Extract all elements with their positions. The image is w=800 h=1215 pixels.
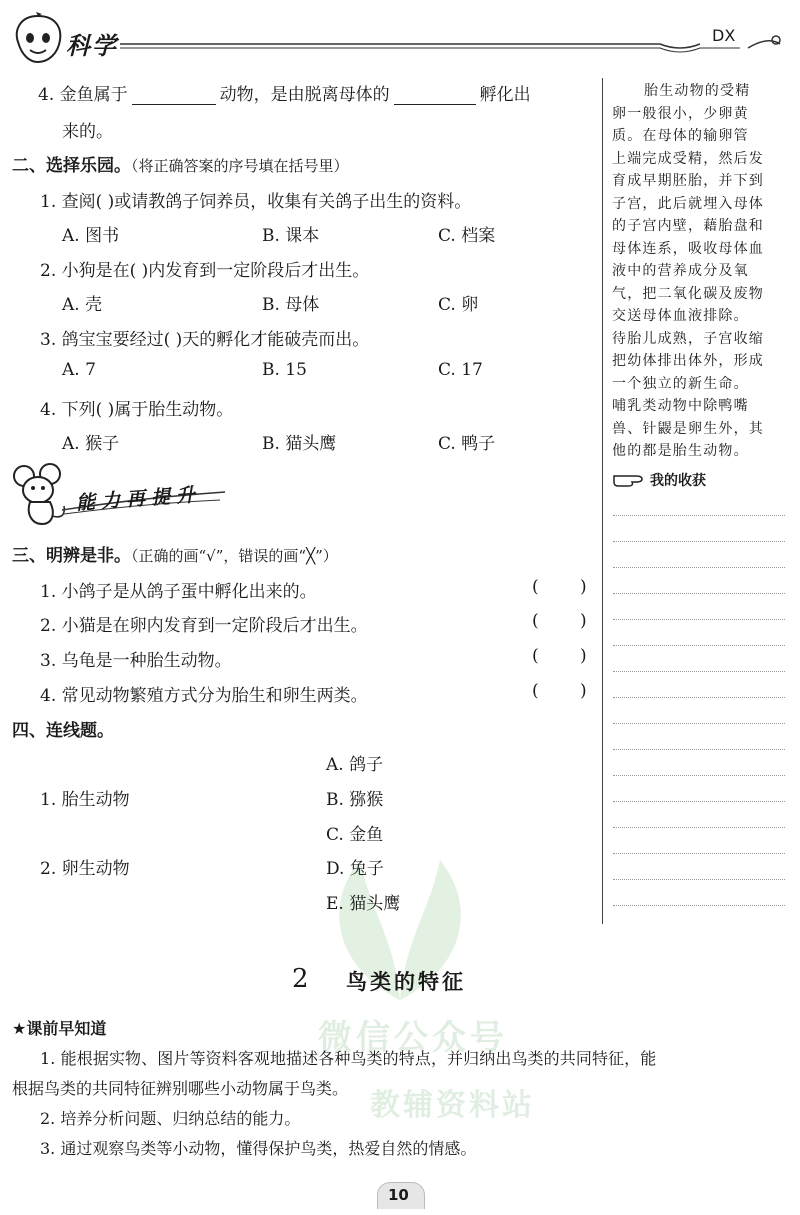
answer-paren-open[interactable]: ( <box>532 646 539 666</box>
answer-paren-close[interactable]: ) <box>580 611 587 631</box>
match-left-item[interactable]: 2. 卵生动物 <box>40 859 130 879</box>
q1-item4-continued: 来的。 <box>62 122 113 142</box>
q1-item4-line <box>38 80 531 105</box>
sidebar-line: 液中的营养成分及氧 <box>612 263 749 279</box>
section2-note: （将正确答案的序号填在括号里） <box>131 157 349 175</box>
choice-question-4: 4. 下列( )属于胎生动物。 <box>40 400 234 420</box>
sidebar-line: 胎生动物的受精 <box>644 83 751 99</box>
choice-option[interactable]: C. 鸭子 <box>438 434 496 454</box>
sidebar-line: 母体连系，吸收母体血 <box>612 240 764 257</box>
lesson-section-title: ★课前早知道 <box>12 1019 107 1038</box>
choice-option[interactable]: A. 7 <box>62 360 96 380</box>
choice-option[interactable]: A. 猴子 <box>62 434 120 454</box>
judge-item-4: 4. 常见动物繁殖方式分为胎生和卵生两类。 <box>40 686 368 706</box>
choice-option[interactable]: C. 卵 <box>438 295 479 315</box>
match-right-item[interactable]: B. 猕猴 <box>326 790 384 810</box>
answer-blank-2[interactable] <box>394 86 476 105</box>
judge-item-1: 1. 小鸽子是从鸽子蛋中孵化出来的。 <box>40 582 317 602</box>
mascot-icon <box>8 12 68 66</box>
choice-question-1: 1. 查阅( )或请教鸽子饲养员，收集有关鸽子出生的资料。 <box>40 192 472 212</box>
judge-item-2: 2. 小猫是在卵内发育到一定阶段后才出生。 <box>40 616 368 636</box>
q1-item4-part2: 动物，是由脱离母体的 <box>219 85 390 105</box>
answer-paren-close[interactable]: ) <box>580 681 587 701</box>
sidebar-line: 气，把二氧化碳及废物 <box>612 285 764 302</box>
header-rule <box>120 30 790 60</box>
sidebar-line: 他的都是胎生动物。 <box>612 443 749 459</box>
sidebar-line: 交送母体血液排除。 <box>612 308 749 324</box>
choice-question-3: 3. 鸽宝宝要经过( )天的孵化才能破壳而出。 <box>40 330 370 350</box>
sidebar-line: 兽、针鼹是卵生外，其 <box>612 420 764 437</box>
header-code: DX <box>712 26 736 45</box>
lesson-title: 鸟类的特征 <box>346 970 466 994</box>
match-right-item[interactable]: D. 兔子 <box>326 859 384 879</box>
sidebar-line: 一个独立的新生命。 <box>612 375 749 392</box>
choice-option[interactable]: A. 图书 <box>62 226 120 246</box>
banner-label: 能力再提升 <box>75 483 202 515</box>
match-right-item[interactable]: C. 金鱼 <box>326 825 384 845</box>
watermark-line2: 教辅资料站 <box>370 1088 535 1123</box>
choice-option[interactable]: B. 猫头鹰 <box>262 434 337 454</box>
sidebar-line: 的子宫内壁，藉胎盘和 <box>612 218 764 234</box>
match-right-item[interactable]: A. 鸽子 <box>326 755 384 775</box>
judge-item-3: 3. 乌龟是一种胎生动物。 <box>40 651 232 671</box>
sidebar-line: 子宫，此后就埋入母体 <box>612 195 764 212</box>
section3-note: （正确的画“√”，错误的画“╳”） <box>131 547 338 565</box>
sidebar-line: 待胎儿成熟，子宫收缩 <box>612 330 764 347</box>
section3-heading <box>12 541 338 566</box>
lesson-paragraph: 3. 通过观察鸟类等小动物，懂得保护鸟类，热爱自然的情感。 <box>40 1139 477 1158</box>
section3-title: 三、明辨是非。 <box>12 546 131 566</box>
choice-option[interactable]: B. 母体 <box>262 295 320 315</box>
sidebar-line: 育成早期胚胎，并下到 <box>612 173 764 189</box>
answer-paren-close[interactable]: ) <box>580 646 587 666</box>
answer-blank-1[interactable] <box>132 86 216 105</box>
answer-paren-close[interactable]: ) <box>580 577 587 597</box>
watermark-line1: 微信公众号 <box>318 1018 508 1058</box>
answer-paren-open[interactable]: ( <box>532 611 539 631</box>
choice-option[interactable]: C. 17 <box>438 360 483 380</box>
page-number: 10 <box>388 1186 409 1204</box>
pointing-hand-icon <box>612 470 650 490</box>
match-right-item[interactable]: E. 猫头鹰 <box>326 894 401 914</box>
choice-option[interactable]: C. 档案 <box>438 226 496 246</box>
lesson-paragraph: 2. 培养分析问题、归纳总结的能力。 <box>40 1109 301 1128</box>
sidebar-line: 上端完成受精，然后发 <box>612 150 764 167</box>
answer-paren-open[interactable]: ( <box>532 681 539 701</box>
sidebar-divider <box>602 78 603 924</box>
answer-paren-open[interactable]: ( <box>532 577 539 597</box>
sidebar-line: 卵一般很小，少卵黄 <box>612 105 749 122</box>
lesson-number: 2 <box>292 964 309 994</box>
q1-item4-part1: 4. 金鱼属于 <box>38 85 128 105</box>
sidebar-line: 质。在母体的输卵管 <box>612 128 749 144</box>
section4-title: 四、连线题。 <box>12 721 114 741</box>
sidebar-line: 把幼体排出体外，形成 <box>612 353 764 369</box>
q1-item4-part3: 孵化出 <box>479 85 531 105</box>
lesson-paragraph: 根据鸟类的共同特征辨别哪些小动物属于鸟类。 <box>12 1079 349 1098</box>
choice-question-2: 2. 小狗是在( )内发育到一定阶段后才出生。 <box>40 261 370 281</box>
section2-heading <box>12 151 349 176</box>
sidebar-notes <box>612 80 794 463</box>
choice-option[interactable]: B. 15 <box>262 360 307 380</box>
harvest-label: 我的收获 <box>650 473 706 489</box>
header-subject: 科学 <box>66 32 118 60</box>
lesson-paragraph: 1. 能根据实物、图片等资料客观地描述各种鸟类的特点，并归纳出鸟类的共同特征，能 <box>40 1049 657 1068</box>
choice-option[interactable]: A. 壳 <box>62 295 103 315</box>
match-left-item[interactable]: 1. 胎生动物 <box>40 790 130 810</box>
section2-title: 二、选择乐园。 <box>12 156 131 176</box>
choice-option[interactable]: B. 课本 <box>262 226 320 246</box>
sidebar-line: 哺乳类动物中除鸭嘴 <box>612 398 749 414</box>
